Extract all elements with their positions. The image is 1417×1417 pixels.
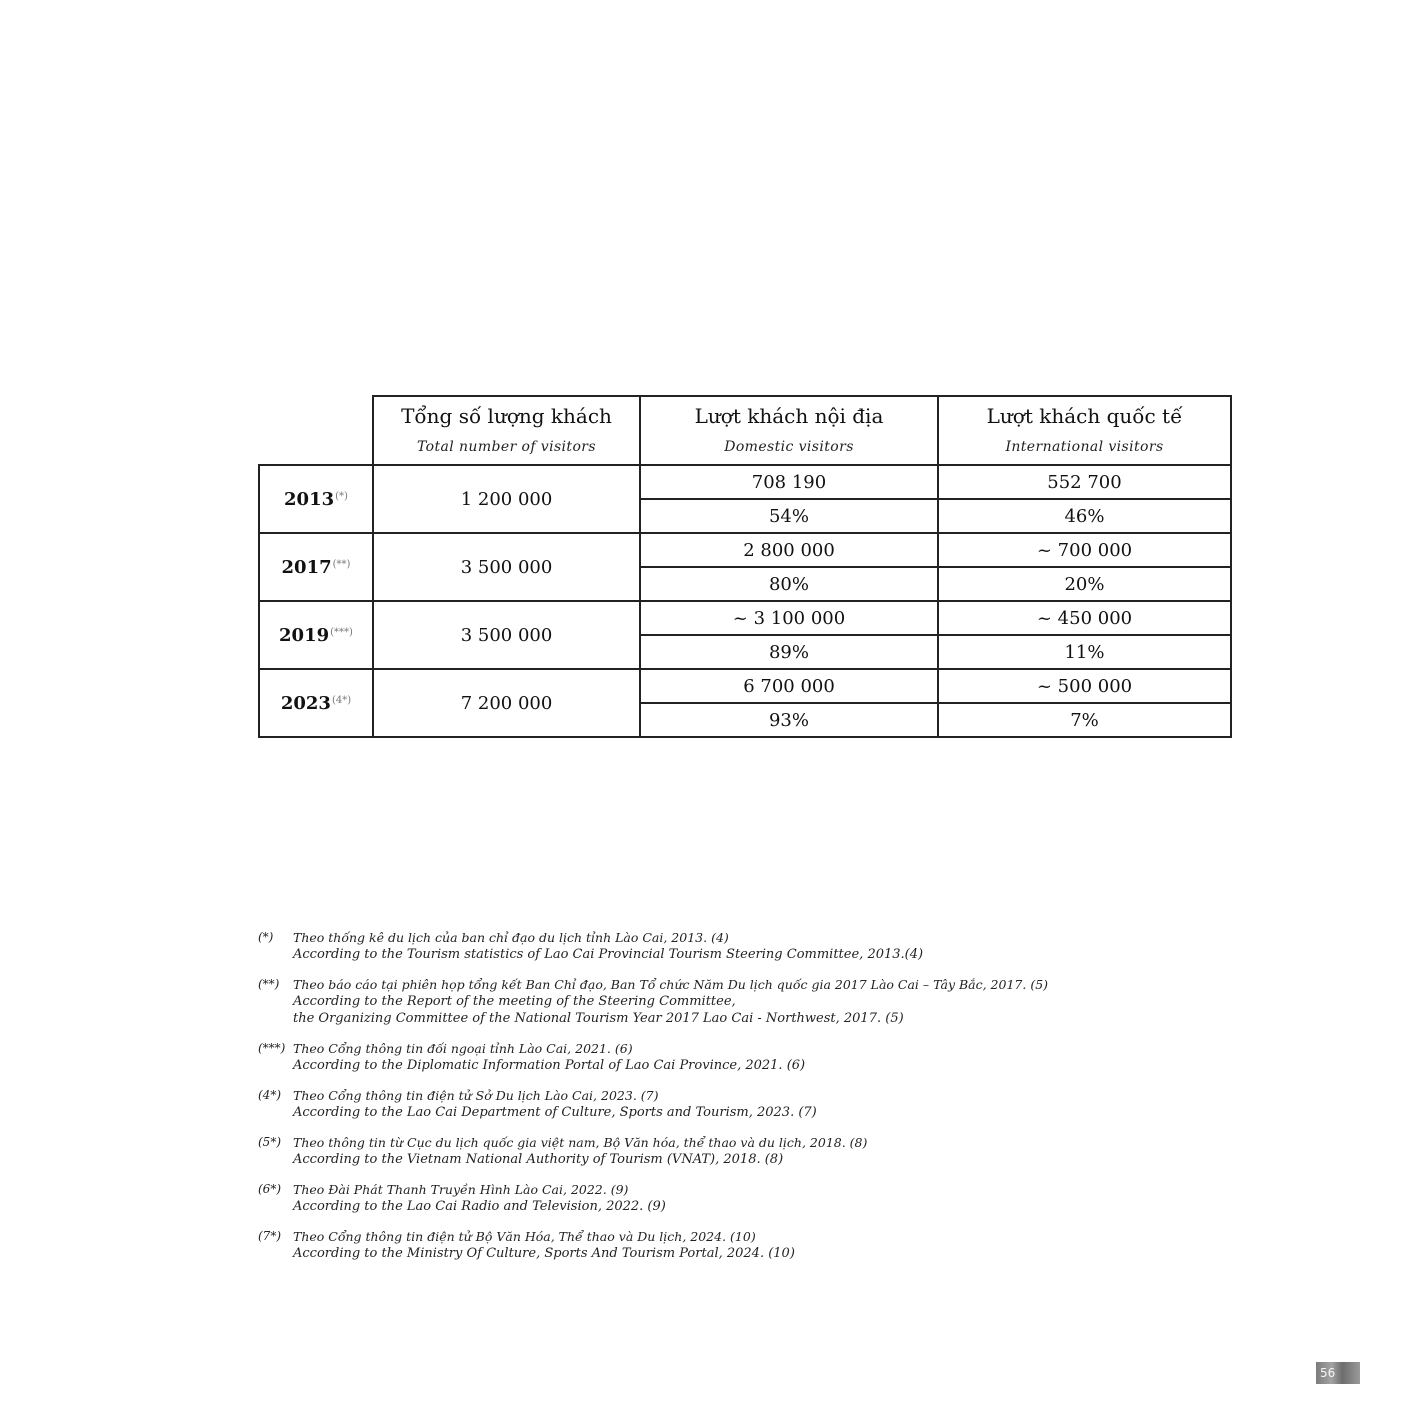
international-percent-cell: 20% — [938, 567, 1231, 601]
international-percent-cell: 11% — [938, 635, 1231, 669]
international-count-cell: ~ 450 000 — [938, 601, 1231, 635]
header-empty-cell — [259, 396, 373, 465]
footnote-item — [258, 1134, 1158, 1168]
footnote-text-en: According to the Diplomatic Information Portal of Lao Cai Province, 2021. (6) — [293, 1058, 806, 1073]
domestic-count-cell: ~ 3 100 000 — [640, 601, 938, 635]
domestic-percent-cell: 93% — [640, 703, 938, 737]
footnote-mark: (7*) — [258, 1229, 281, 1243]
total-visitors-cell: 7 200 000 — [373, 669, 640, 737]
footnote-ref: (4*) — [331, 694, 352, 706]
footnote-ref: (**) — [332, 558, 351, 570]
footnote-text-vi: Theo báo cáo tại phiên họp tổng kết Ban Chỉ đạo, Ban Tổ chức Năm Du lịch quốc gia 2017 Lào Cai – Tây Bắc, 2017. (5) — [293, 977, 1049, 992]
international-count-cell: 552 700 — [938, 465, 1231, 499]
header-domestic-visitors — [640, 396, 938, 465]
visitor-statistics-table — [258, 395, 1232, 738]
header-total-visitors — [373, 396, 640, 465]
domestic-count-cell: 2 800 000 — [640, 533, 938, 567]
footnote-text-en: the Organizing Committee of the National Tourism Year 2017 Lao Cai - Northwest, 2017. (5) — [293, 1011, 904, 1026]
footnote-text-vi: Theo Đài Phát Thanh Truyền Hình Lào Cai, 2022. (9) — [293, 1182, 629, 1197]
domestic-percent-cell: 89% — [640, 635, 938, 669]
footnote-item — [258, 1228, 1158, 1262]
footnote-text-en: According to the Lao Cai Radio and Television, 2022. (9) — [293, 1199, 666, 1214]
domestic-count-cell: 6 700 000 — [640, 669, 938, 703]
header-label-vi: Lượt khách quốc tế — [986, 404, 1183, 428]
header-international-visitors — [938, 396, 1231, 465]
year-label: 2013 — [284, 488, 335, 510]
page-number: 56 — [1316, 1362, 1360, 1384]
table-row — [259, 533, 1231, 567]
footnote-text-en: According to the Tourism statistics of Lao Cai Provincial Tourism Steering Committee, 2013.(4) — [293, 947, 924, 962]
footnote-text-en: According to the Report of the meeting of the Steering Committee, — [293, 994, 736, 1009]
footnote-text-vi: Theo thông tin từ Cục du lịch quốc gia việt nam, Bộ Văn hóa, thể thao và du lịch, 2018. (8) — [293, 1135, 868, 1150]
domestic-count-cell: 708 190 — [640, 465, 938, 499]
international-percent-cell: 7% — [938, 703, 1231, 737]
footnote-mark: (6*) — [258, 1182, 281, 1196]
header-label-en: International visitors — [1005, 439, 1164, 455]
header-label-vi: Lượt khách nội địa — [694, 404, 884, 428]
footnote-mark: (**) — [258, 977, 280, 991]
year-cell — [259, 465, 373, 533]
footnote-item — [258, 1040, 1158, 1074]
footnote-ref: (*) — [335, 490, 348, 502]
footnote-text-en: According to the Lao Cai Department of Culture, Sports and Tourism, 2023. (7) — [293, 1105, 817, 1120]
footnote-item — [258, 976, 1158, 1027]
footnote-text-vi: Theo Cổng thông tin điện tử Bộ Văn Hóa, Thể thao và Du lịch, 2024. (10) — [293, 1229, 756, 1244]
total-visitors-cell: 3 500 000 — [373, 601, 640, 669]
total-visitors-cell: 3 500 000 — [373, 533, 640, 601]
international-count-cell: ~ 500 000 — [938, 669, 1231, 703]
year-label: 2019 — [279, 624, 330, 646]
international-percent-cell: 46% — [938, 499, 1231, 533]
footnote-text-en: According to the Vietnam National Authority of Tourism (VNAT), 2018. (8) — [293, 1152, 784, 1167]
table-row — [259, 669, 1231, 703]
domestic-percent-cell: 80% — [640, 567, 938, 601]
table-row — [259, 601, 1231, 635]
footnote-mark: (5*) — [258, 1135, 281, 1149]
footnote-text-vi: Theo thống kê du lịch của ban chỉ đạo du lịch tỉnh Lào Cai, 2013. (4) — [293, 930, 729, 945]
footnotes — [258, 929, 1158, 1275]
footnote-text-vi: Theo Cổng thông tin điện tử Sở Du lịch Lào Cai, 2023. (7) — [293, 1088, 659, 1103]
total-visitors-cell: 1 200 000 — [373, 465, 640, 533]
domestic-percent-cell: 54% — [640, 499, 938, 533]
footnote-item — [258, 1181, 1158, 1215]
year-cell — [259, 601, 373, 669]
header-label-en: Total number of visitors — [417, 439, 596, 455]
header-label-vi: Tổng số lượng khách — [401, 404, 612, 428]
footnote-mark: (***) — [258, 1041, 286, 1055]
header-label-en: Domestic visitors — [724, 439, 854, 455]
international-count-cell: ~ 700 000 — [938, 533, 1231, 567]
footnote-item — [258, 929, 1158, 963]
table-header-row — [259, 396, 1231, 465]
year-cell — [259, 533, 373, 601]
table-row — [259, 465, 1231, 499]
year-cell — [259, 669, 373, 737]
footnote-text-en: According to the Ministry Of Culture, Sports And Tourism Portal, 2024. (10) — [293, 1246, 795, 1261]
footnote-text-vi: Theo Cổng thông tin đối ngoại tỉnh Lào Cai, 2021. (6) — [293, 1041, 633, 1056]
year-label: 2017 — [281, 556, 332, 578]
year-label: 2023 — [280, 692, 331, 714]
footnote-mark: (*) — [258, 930, 274, 944]
footnote-item — [258, 1087, 1158, 1121]
footnote-mark: (4*) — [258, 1088, 281, 1102]
footnote-ref: (***) — [330, 626, 353, 638]
